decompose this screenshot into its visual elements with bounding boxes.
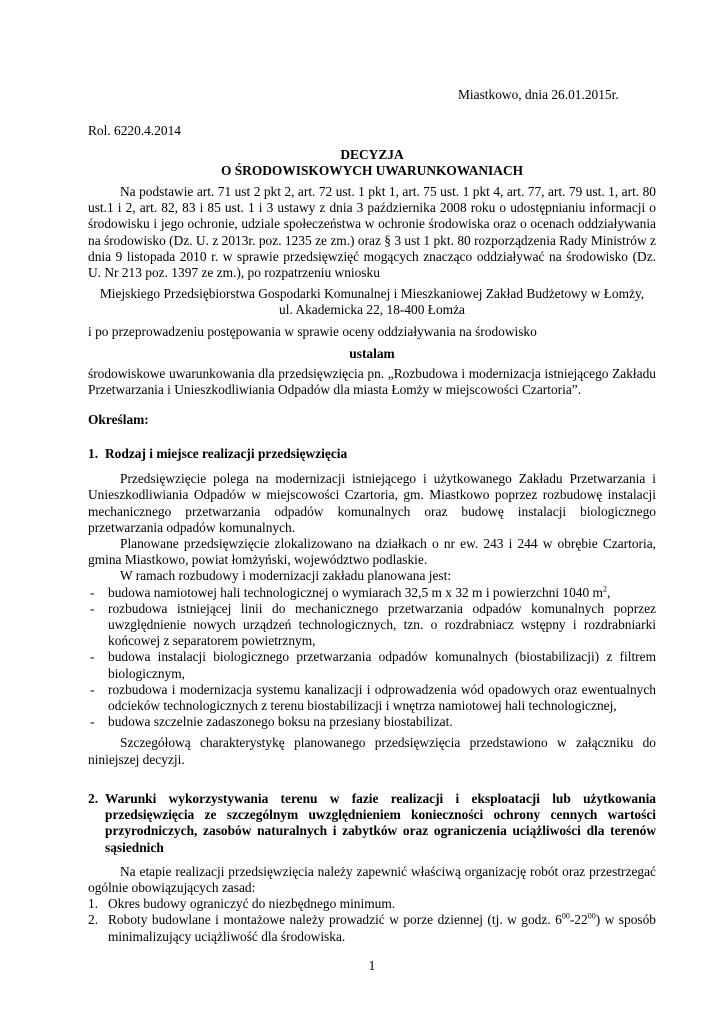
- section-1-paragraph-1: Przedsięwzięcie polega na modernizacji istniejącego i użytkowanego Zakładu Przetwarzania i Unieszkodliwiania Odpadów w miejscowości Czartoria, gm. Miastkowo poprzez rozbudowę instalacji mechanicznego przetwarzania odpadów komunalnych oraz budowę instalacji biologicznego przetwarzania odpadów komunalnych.: [88, 471, 656, 535]
- section-1: [88, 446, 656, 768]
- list-item: - rozbudowa istniejącej linii do mechanicznego przetwarzania odpadów komunalnych poprzez uwzględnienie nowych urządzeń technologicznych, tzn. o rozdrabniacz wstępny i rozdrabniarki końcowej z separatorem powietrznym,: [90, 600, 656, 649]
- section-1-title: Rodzaj i miejsce realizacji przedsięwzięcia: [105, 446, 348, 461]
- dash-marker: -: [90, 649, 95, 665]
- applicant-line-1: Miejskiego Przedsiębiorstwa Gospodarki Komunalnej i Mieszkaniowej Zakład Budżetowy w Łomży,: [99, 286, 645, 302]
- section-1-paragraph-4: Szczegółową charakterystykę planowanego przedsięwzięcia przedstawiono w załączniku do niniejszej decyzji.: [88, 735, 656, 767]
- page-number: 1: [368, 958, 376, 973]
- list-item: - budowa namiotowej hali technologicznej o wymiarach 32,5 m x 32 m i powierzchni 1040 $m^2$,: [90, 584, 611, 600]
- applicant-line-2: ul. Akademicka 22, 18-400 Łomża: [279, 302, 465, 318]
- list-item: - budowa szczelnie zadaszonego boksu na przesiany biostabilizat.: [90, 714, 453, 730]
- section-2-number: 2.: [88, 791, 99, 806]
- section-1-paragraph-2: Planowane przedsięwzięcie zlokalizowano na działkach o nr ew. 243 i 244 w obrębie Czartoria, gmina Miastkowo, powiat łomżyński, województwo podlaskie.: [88, 536, 656, 568]
- rules-list: [88, 896, 656, 945]
- dash-marker: -: [90, 681, 95, 697]
- title-line-1: DECYZJA: [340, 147, 404, 162]
- number-marker: 1.: [88, 896, 99, 912]
- decision-title: [88, 147, 656, 179]
- section-1-paragraph-3: W ramach rozbudowy i modernizacji zakładu planowana jest:: [120, 568, 452, 584]
- list-item: - rozbudowa i modernizacja systemu kanalizacji i odprowadzenia wód opadowych oraz ewentualnych odcieków technologicznych z terenu biostabilizacji i wnętrza namiotowej hali technologicznej,: [90, 681, 656, 714]
- list-item: 2. Roboty budowlane i montażowe należy prowadzić w porze dziennej (tj. w godz. $6^{00}-22^{00}$) w sposób minimalizujący uciążliwość dla środowiska.: [88, 911, 656, 944]
- reference-number: Rol. 6220.4.2014: [88, 123, 181, 138]
- section-2-title: Warunki wykorzystywania terenu w fazie realizacji i eksploatacji lub użytkowania przedsięwzięcia ze szczególnym uwzględnieniem konieczności ochrony cennych wartości przyrodniczych, zasobów naturalnych i zabytków oraz ograniczenia uciążliwości dla terenów sąsiednich: [105, 791, 656, 855]
- dash-marker: -: [90, 714, 95, 730]
- number-marker: 2.: [88, 912, 99, 928]
- determine-label: Określam:: [88, 412, 149, 427]
- legal-basis-paragraph: Na podstawie art. 71 ust 2 pkt 2, art. 72 ust. 1 pkt 1, art. 75 ust. 1 pkt 4, art. 77, art. 79 ust. 1, art. 80 ust.1 i 2, art. 82, 83 i 85 ust. 1 i 3 ustawy z dnia 3 października 2008 roku o udostępnianiu informacji o środowisku i jego ochronie, udziale społeczeństwa w ochronie środowiska oraz o ocenach oddziaływania na środowisko (Dz. U. z 2013r. poz. 1235 ze zm.) oraz § 3 ust 1 pkt. 80 rozporządzenia Rady Ministrów z dnia 9 listopada 2010 r. w sprawie przedsięwzięć mogących znacząco oddziaływać na środowisko (Dz. U. Nr 213 poz. 1397 ze zm.), po rozpatrzeniu wniosku: [88, 184, 656, 281]
- section-1-number: 1.: [88, 446, 99, 461]
- list-item: - budowa instalacji biologicznego przetwarzania odpadów komunalnych (biostabilizacji) z filtrem biologicznym,: [90, 649, 656, 681]
- date-line: Miastkowo, dnia 26.01.2015r.: [458, 87, 619, 102]
- dash-marker: -: [90, 600, 95, 616]
- dash-marker: -: [90, 584, 95, 600]
- conditions-paragraph: środowiskowe uwarunkowania dla przedsięwzięcia pn. „Rozbudowa i modernizacja istniejącego Zakładu Przetwarzania i Unieszkodliwiania Odpadów dla miasta Łomży w miejscowości Czartoria”.: [88, 366, 656, 398]
- list-item: 1. Okres budowy ograniczyć do niezbędnego minimum.: [88, 896, 396, 912]
- scope-list: [88, 585, 656, 731]
- title-line-2: O ŚRODOWISKOWYCH UWARUNKOWANIACH: [220, 163, 524, 179]
- section-1-heading: [88, 446, 656, 462]
- section-2: [88, 791, 656, 945]
- intro-block: [88, 184, 656, 398]
- section-2-heading: [88, 791, 656, 856]
- decision-word: ustalam: [349, 345, 395, 361]
- section-2-paragraph-1: Na etapie realizacji przedsięwzięcia należy zapewnić właściwą organizację robót oraz przestrzegać ogólnie obowiązujących zasad:: [88, 863, 656, 896]
- procedure-line: i po przeprowadzeniu postępowania w sprawie oceny oddziaływania na środowisko: [88, 323, 537, 339]
